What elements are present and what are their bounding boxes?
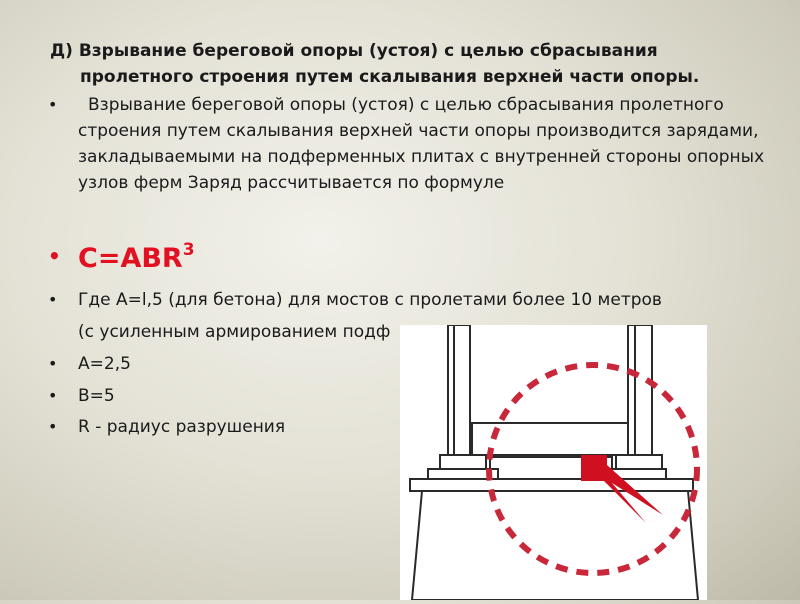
left-bearing-plate — [440, 455, 486, 469]
formula — [48, 242, 195, 274]
right-bearing-plate — [616, 455, 662, 469]
heading-line-2: пролетного строения путем скалывания верхней части опоры. — [80, 67, 700, 87]
item-concrete — [48, 288, 662, 312]
base-slab — [410, 479, 693, 491]
item-text: А=2,5 — [78, 354, 131, 374]
formula-text — [48, 240, 195, 274]
item-text: Где А=l,5 (для бетона) для мостов с пролетами более 10 метров — [78, 290, 662, 310]
item-a — [48, 352, 131, 376]
right-column — [628, 325, 652, 455]
abutment-diagram — [400, 325, 707, 600]
paragraph-text: Взрывание береговой опоры (устоя) с целью сбрасывания пролетного строения путем скалывания верхней части опоры производится зарядами, закладываемыми на подферменных плитах с внутренней стороны опорных узлов ферм Заряд рассчитывается по формуле — [78, 95, 765, 193]
bullet-dot: • — [48, 417, 58, 436]
bullet-dot: • — [48, 290, 58, 309]
item-text: В=5 — [78, 386, 115, 406]
bullet-dot: • — [48, 95, 58, 114]
formula-exponent: 3 — [182, 240, 195, 260]
item-reinforcement — [48, 320, 390, 344]
slide-heading — [50, 38, 740, 90]
item-text: R - радиус разрушения — [78, 417, 286, 437]
item-text: (с усиленным армированием подф — [78, 322, 391, 342]
heading-line-1: Д) Взрывание береговой опоры (устоя) с целью сбрасывания — [50, 41, 658, 61]
bullet-dot: • — [48, 354, 58, 373]
abutment-body — [412, 491, 698, 600]
item-r — [48, 415, 285, 439]
bullet-list — [48, 92, 768, 222]
left-column — [448, 325, 470, 455]
formula-base: С=АВR — [78, 243, 183, 274]
item-b — [48, 384, 115, 408]
formula-bullet: • — [48, 244, 61, 268]
abutment-diagram-svg — [400, 325, 707, 600]
bullet-dot: • — [48, 386, 58, 405]
bullet-paragraph — [48, 92, 768, 222]
